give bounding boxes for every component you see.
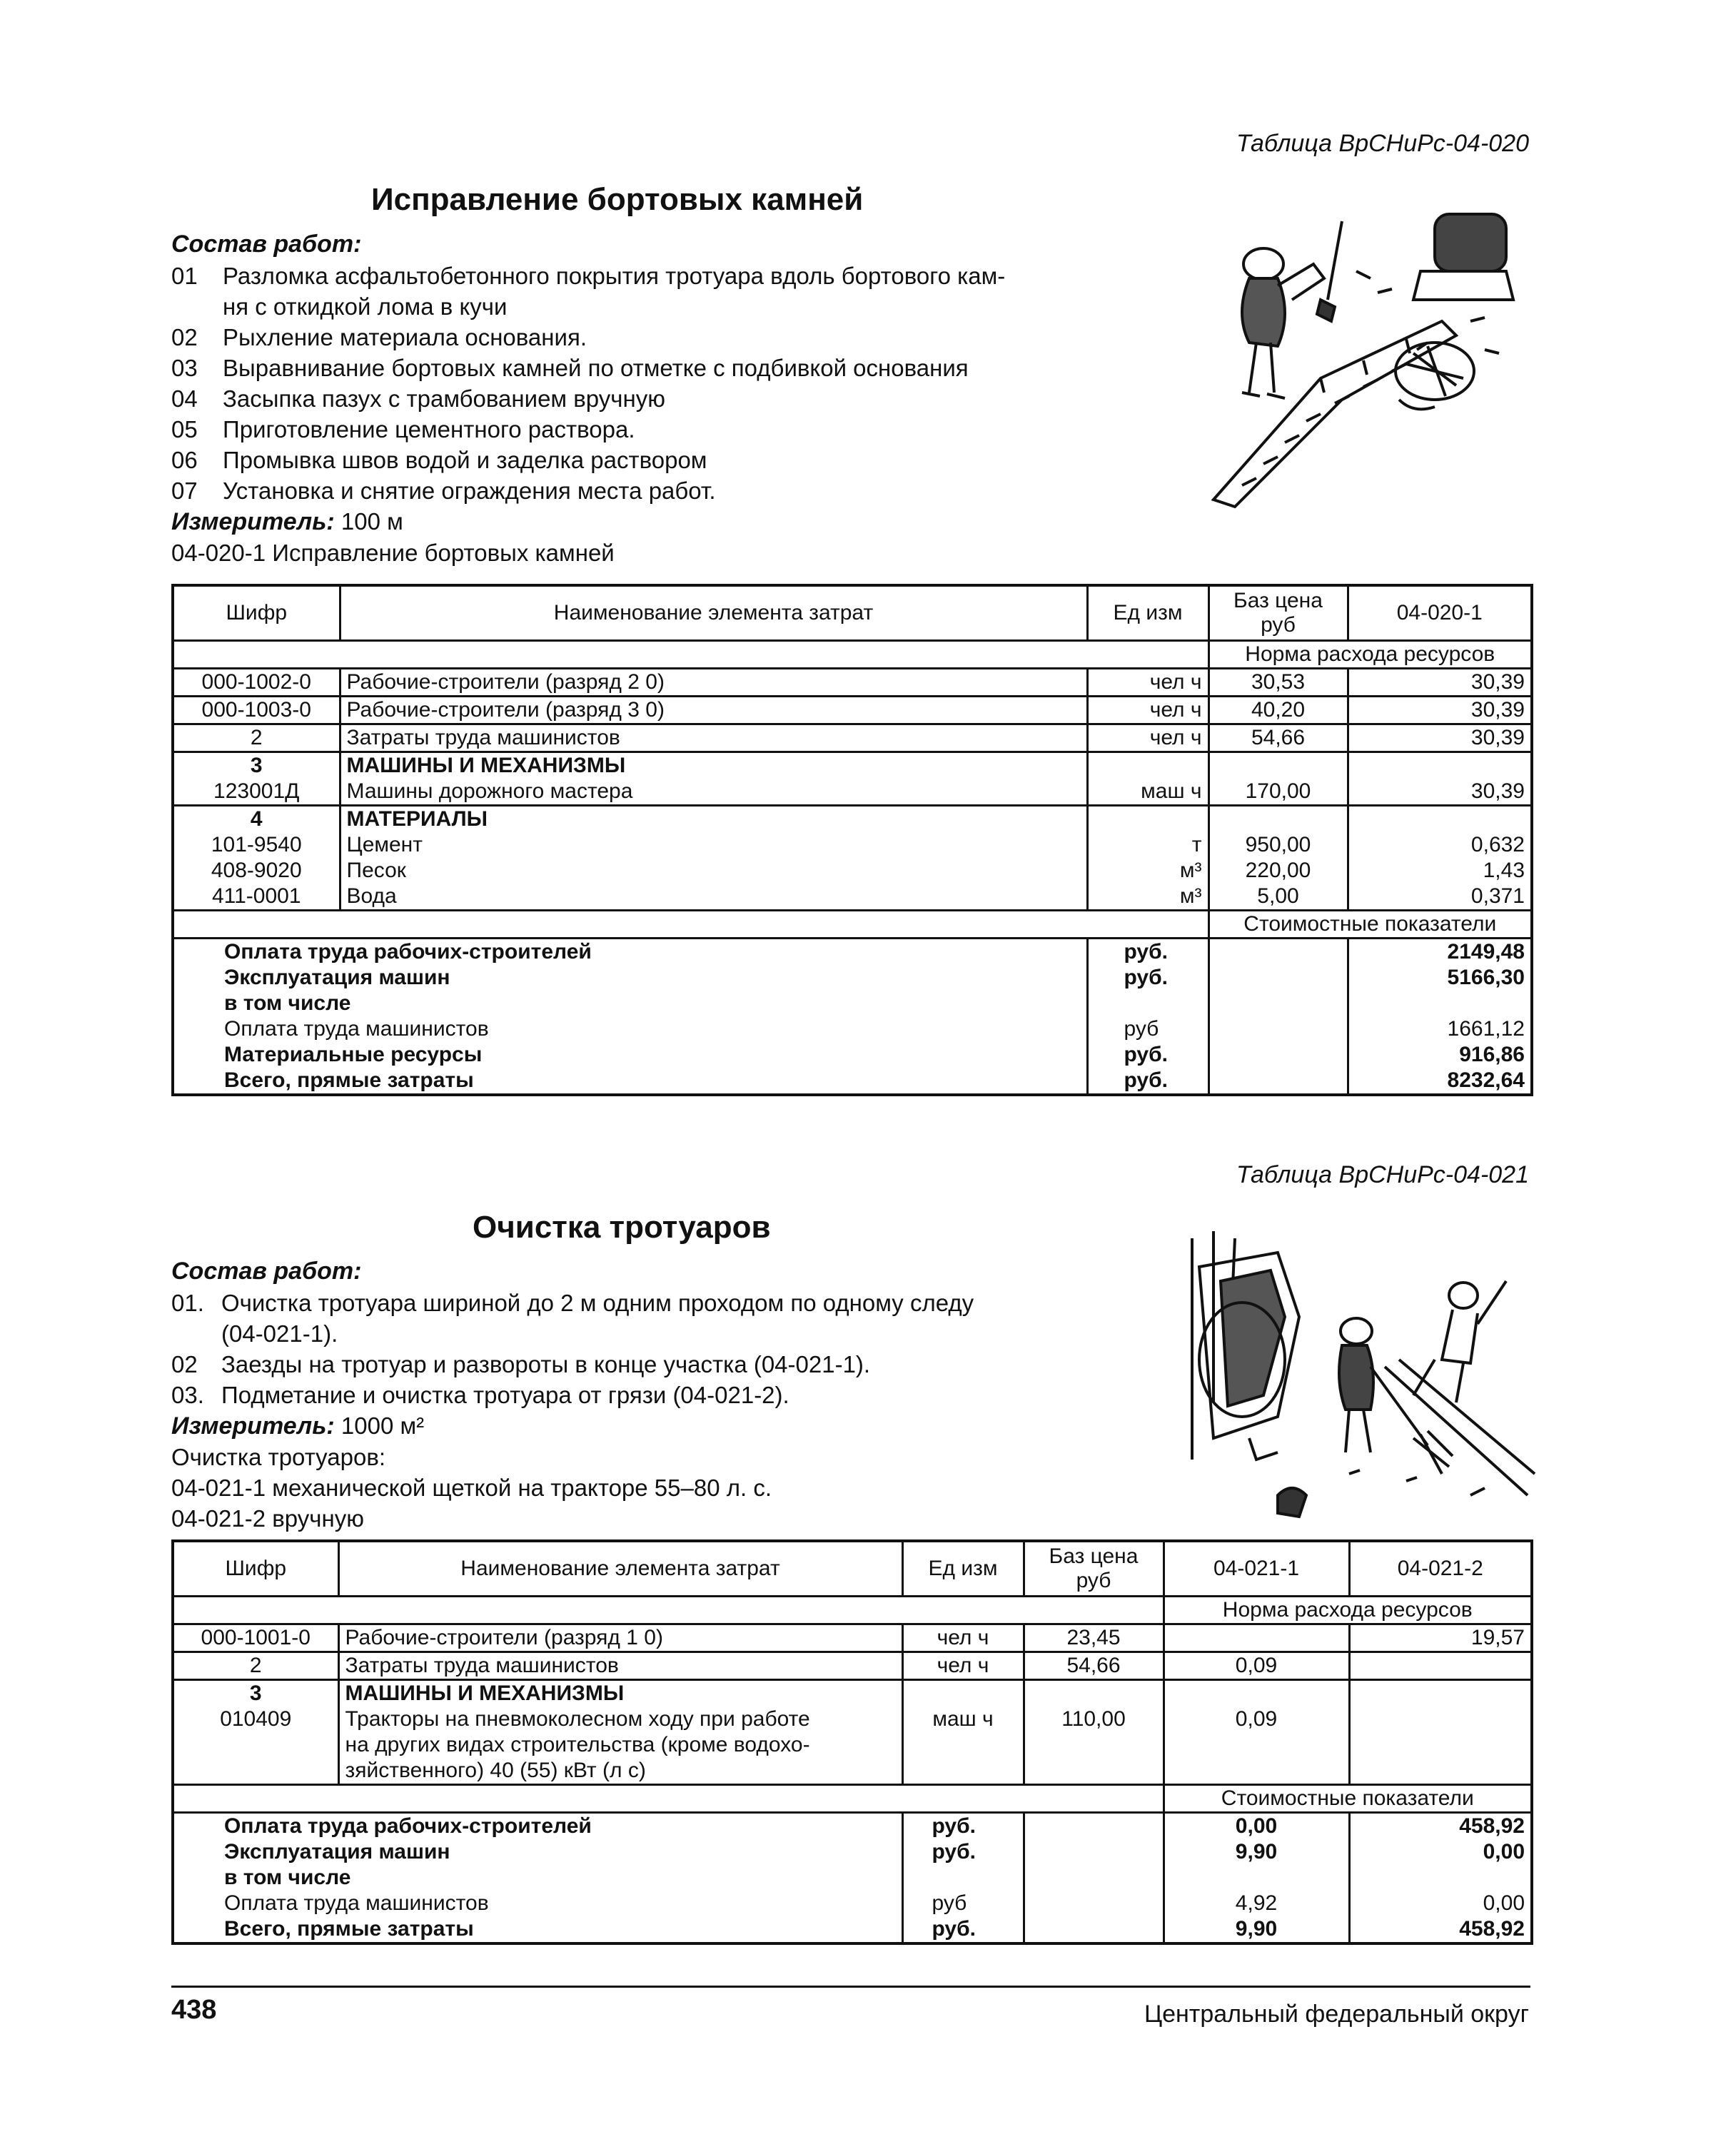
table-row — [173, 752, 1532, 779]
cell-code: 000-1001-0 — [173, 1624, 338, 1652]
cell-code: 123001Д — [213, 779, 300, 803]
table-row — [173, 1680, 1532, 1707]
code-line-1: 04-020-1 Исправление бортовых камней — [171, 540, 615, 566]
subtitle-2: Очистка тротуаров: — [171, 1444, 386, 1470]
work-num: 01. — [171, 1290, 204, 1316]
section-title-2: Очистка тротуаров — [473, 1210, 771, 1245]
cost-unit: руб. — [902, 1916, 1024, 1943]
cost-name: Оплата труда машинистов — [224, 1891, 489, 1915]
measure-value: 1000 м² — [340, 1412, 425, 1439]
cost-unit: руб. — [1087, 965, 1208, 991]
table-row — [173, 858, 1532, 884]
cost-value-1: 9,90 — [1164, 1916, 1349, 1943]
table-row — [173, 806, 1532, 833]
cost-name: Всего, прямые затраты — [224, 1068, 474, 1092]
norm-row — [173, 1597, 1532, 1624]
cost-value-1: 0,00 — [1164, 1813, 1349, 1840]
header-cell: Шифр — [173, 585, 340, 641]
measure-line-2 — [171, 1410, 1156, 1442]
curb-repair-illustration — [1199, 200, 1528, 514]
table-ref-1: Таблица ВрСНиРс-04-020 — [1236, 130, 1529, 157]
cell-name: МАТЕРИАЛЫ — [340, 806, 1087, 833]
cell-name: Рабочие-строители (разряд 2 0) — [340, 669, 1087, 697]
cell-norm: 30,39 — [1348, 779, 1532, 806]
cell-name: МАШИНЫ И МЕХАНИЗМЫ — [338, 1680, 902, 1707]
work-item — [171, 353, 1149, 383]
cost-value-2: 0,00 — [1349, 1891, 1532, 1916]
cost-unit: руб. — [902, 1839, 1024, 1865]
cell-name: МАШИНЫ И МЕХАНИЗМЫ — [340, 752, 1087, 779]
footer-rule — [171, 1986, 1530, 1988]
cell-name: Затраты труда машинистов — [338, 1652, 902, 1680]
cost-value: 2149,48 — [1348, 939, 1532, 966]
work-item — [171, 291, 1149, 322]
cost-row — [173, 939, 1532, 966]
table-header-row — [173, 585, 1532, 641]
work-text: Приготовление цементного раствора. — [223, 416, 635, 443]
cost-row — [173, 1891, 1532, 1916]
sostav-label-2: Состав работ: — [171, 1258, 362, 1285]
table-row — [173, 1706, 1532, 1732]
cell-norm-2: 19,57 — [1349, 1624, 1532, 1652]
cost-name: Оплата труда машинистов — [224, 1017, 489, 1041]
table-row — [173, 1652, 1532, 1680]
page-number: 438 — [171, 1995, 217, 2025]
cell-name: Цемент — [340, 832, 1087, 858]
cell-code: 411-0001 — [211, 884, 301, 908]
cell-price: 950,00 — [1208, 832, 1348, 858]
table-header-row — [173, 1541, 1532, 1597]
table-row — [173, 1732, 1532, 1758]
cell-name: Рабочие-строители (разряд 1 0) — [338, 1624, 902, 1652]
work-item — [171, 414, 1149, 445]
cost-name: в том числе — [224, 1866, 351, 1889]
cell-norm: 30,39 — [1348, 697, 1532, 724]
footer-region: Центральный федеральный округ — [1144, 2001, 1529, 2028]
work-text: Рыхление материала основания. — [223, 324, 587, 350]
cost-row — [173, 1839, 1532, 1865]
cell-norm: 0,371 — [1348, 884, 1532, 911]
cost-name: Оплата труда рабочих-строителей — [173, 939, 1087, 966]
work-item — [171, 261, 1149, 291]
work-item — [171, 383, 1149, 414]
work-item — [171, 1318, 1156, 1349]
cell-price: 220,00 — [1208, 858, 1348, 884]
table-row — [173, 1624, 1532, 1652]
cell-norm-2 — [1349, 1652, 1532, 1680]
cell-name: Машины дорожного мастера — [340, 779, 1087, 806]
cost-unit: руб — [902, 1891, 1024, 1916]
resources-table-1 — [171, 584, 1533, 1096]
work-text: Установка и снятие ограждения места работ. — [223, 477, 716, 504]
cost-value-2: 458,92 — [1349, 1813, 1532, 1840]
cost-value: 1661,12 — [1348, 1016, 1532, 1042]
cost-value: 916,86 — [1348, 1042, 1532, 1068]
sidewalk-cleaning-illustration — [1171, 1224, 1542, 1531]
cell-code: 000-1003-0 — [173, 697, 340, 724]
header-cell: Ед изм — [902, 1541, 1024, 1597]
cell-code: 2 — [173, 1652, 338, 1680]
work-text: Засыпка пазух с трамбованием вручную — [223, 385, 665, 412]
work-item — [171, 1349, 1156, 1380]
cost-unit: руб. — [902, 1813, 1024, 1840]
header-cell: Наименование элемента затрат — [338, 1541, 902, 1597]
cost-row — [173, 991, 1532, 1016]
work-item — [171, 445, 1149, 475]
work-text: ня с откидкой лома в кучи — [223, 293, 508, 320]
measure-value: 100 м — [340, 508, 403, 535]
header-cell: 04-021-1 — [1164, 1541, 1349, 1597]
cell-name: Тракторы на пневмоколесном ходу при работе — [338, 1706, 902, 1732]
measure-label: Измеритель: — [171, 1412, 335, 1440]
cell-name: Затраты труда машинистов — [340, 724, 1087, 752]
cost-row — [173, 1068, 1532, 1095]
cell-price: 54,66 — [1024, 1652, 1164, 1680]
header-cell: 04-021-2 — [1349, 1541, 1532, 1597]
cell-code: 101-9540 — [211, 833, 302, 856]
cost-name: Эксплуатация машин — [224, 1840, 450, 1864]
header-cell: 04-020-1 — [1348, 585, 1532, 641]
cell-unit: чел ч — [902, 1652, 1024, 1680]
table-row — [173, 832, 1532, 858]
cell-name: Песок — [340, 858, 1087, 884]
cost-label-row — [173, 911, 1532, 939]
cost-label: Стоимостные показатели — [1208, 911, 1532, 939]
cost-value-1: 9,90 — [1164, 1839, 1349, 1865]
cost-value-2: 0,00 — [1349, 1839, 1532, 1865]
sostav-label-1: Состав работ: — [171, 231, 362, 258]
cost-name: Оплата труда рабочих-строителей — [173, 1813, 902, 1840]
table-row — [173, 884, 1532, 911]
header-cell: Наименование элемента затрат — [340, 585, 1087, 641]
cell-code: 3 — [173, 1680, 338, 1707]
work-num: 02 — [171, 324, 198, 350]
cell-price: 54,66 — [1208, 724, 1348, 752]
cost-row — [173, 1813, 1532, 1840]
work-item — [171, 1380, 1156, 1410]
cell-norm: 0,632 — [1348, 832, 1532, 858]
cell-norm-1: 0,09 — [1164, 1652, 1349, 1680]
cost-name: Материальные ресурсы — [224, 1043, 483, 1066]
cell-unit: м³ — [1087, 884, 1208, 911]
cell-code: 2 — [173, 724, 340, 752]
work-num: 07 — [171, 477, 198, 504]
cost-value-2: 458,92 — [1349, 1916, 1532, 1943]
header-cell: Шифр — [173, 1541, 338, 1597]
measure-line-1 — [171, 506, 1149, 537]
work-num: 01 — [171, 263, 198, 289]
cell-name: зяйственного) 40 (55) кВт (л с) — [338, 1758, 902, 1785]
resources-table-2 — [171, 1539, 1533, 1945]
norm-row — [173, 641, 1532, 669]
cost-value-1: 4,92 — [1164, 1891, 1349, 1916]
cell-name: на других видах строительства (кроме водохо- — [338, 1732, 902, 1758]
work-num: 02 — [171, 1351, 198, 1377]
header-cell: Баз цена руб — [1024, 1541, 1164, 1597]
work-item — [171, 322, 1149, 353]
variant-line: 04-021-1 механической щеткой на тракторе 55–80 л. с. — [171, 1475, 772, 1501]
work-text: Промывка швов водой и заделка раствором — [223, 447, 707, 473]
cell-norm: 30,39 — [1348, 669, 1532, 697]
cell-norm: 30,39 — [1348, 724, 1532, 752]
cost-value: 5166,30 — [1348, 965, 1532, 991]
cost-row — [173, 1916, 1532, 1943]
cost-name: Эксплуатация машин — [224, 966, 450, 989]
cell-code: 000-1002-0 — [173, 669, 340, 697]
work-num: 03. — [171, 1382, 204, 1408]
cost-value: 8232,64 — [1348, 1068, 1532, 1095]
cell-price: 23,45 — [1024, 1624, 1164, 1652]
table-ref-2: Таблица ВрСНиРс-04-021 — [1236, 1161, 1529, 1188]
table-row — [173, 669, 1532, 697]
cost-label: Стоимостные показатели — [1164, 1785, 1532, 1813]
table-row — [173, 697, 1532, 724]
cost-name: Всего, прямые затраты — [224, 1917, 474, 1941]
cost-row — [173, 1016, 1532, 1042]
measure-label: Измеритель: — [171, 508, 335, 535]
work-text: Выравнивание бортовых камней по отметке с подбивкой основания — [223, 355, 969, 381]
cell-price: 5,00 — [1208, 884, 1348, 911]
work-num: 04 — [171, 385, 198, 412]
cost-unit: руб. — [1087, 939, 1208, 966]
cell-norm-1 — [1164, 1624, 1349, 1652]
header-cell: Баз цена руб — [1208, 585, 1348, 641]
works-list-2 — [171, 1288, 1156, 1534]
work-text: Заезды на тротуар и развороты в конце участка (04-021-1). — [221, 1351, 871, 1377]
cell-norm: 1,43 — [1348, 858, 1532, 884]
work-text: (04-021-1). — [221, 1320, 338, 1347]
table-row — [173, 1758, 1532, 1785]
cell-price: 110,00 — [1024, 1706, 1164, 1732]
cell-unit: чел ч — [1087, 697, 1208, 724]
norm-label: Норма расхода ресурсов — [1208, 641, 1532, 669]
section-title-1: Исправление бортовых камней — [371, 182, 864, 217]
cell-code: 010409 — [220, 1707, 292, 1731]
table-row — [173, 779, 1532, 806]
cell-unit: маш ч — [1087, 779, 1208, 806]
cell-name: Вода — [340, 884, 1087, 911]
cell-unit: чел ч — [1087, 669, 1208, 697]
work-item — [171, 1288, 1156, 1318]
cost-row — [173, 1865, 1532, 1891]
cell-unit: маш ч — [902, 1706, 1024, 1732]
cell-price: 170,00 — [1208, 779, 1348, 806]
norm-label: Норма расхода ресурсов — [1164, 1597, 1532, 1624]
cell-unit: м³ — [1087, 858, 1208, 884]
cell-unit: чел ч — [902, 1624, 1024, 1652]
cell-norm-1: 0,09 — [1164, 1706, 1349, 1732]
work-text: Очистка тротуара шириной до 2 м одним проходом по одному следу — [221, 1290, 974, 1316]
cell-price: 30,53 — [1208, 669, 1348, 697]
cell-name: Рабочие-строители (разряд 3 0) — [340, 697, 1087, 724]
work-item — [171, 475, 1149, 506]
work-num: 05 — [171, 416, 198, 443]
cost-row — [173, 1042, 1532, 1068]
work-text: Подметание и очистка тротуара от грязи (04-021-2). — [221, 1382, 789, 1408]
works-list-1 — [171, 261, 1149, 568]
header-cell: Ед изм — [1087, 585, 1208, 641]
work-num — [171, 291, 223, 322]
cell-unit: т — [1087, 832, 1208, 858]
cell-unit: чел ч — [1087, 724, 1208, 752]
cost-unit: руб — [1087, 1016, 1208, 1042]
cost-row — [173, 965, 1532, 991]
cell-code: 3 — [173, 752, 340, 779]
cell-code: 408-9020 — [211, 859, 302, 882]
variant-line: 04-021-2 вручную — [171, 1505, 364, 1532]
work-num: 06 — [171, 447, 198, 473]
cell-price: 40,20 — [1208, 697, 1348, 724]
work-num: 03 — [171, 355, 198, 381]
cost-unit: руб. — [1087, 1042, 1208, 1068]
cost-name: в том числе — [224, 991, 351, 1015]
cell-code: 4 — [173, 806, 340, 833]
table-row — [173, 724, 1532, 752]
cost-unit: руб. — [1087, 1068, 1208, 1095]
work-text: Разломка асфальтобетонного покрытия тротуара вдоль бортового кам- — [223, 263, 1006, 289]
cost-label-row — [173, 1785, 1532, 1813]
